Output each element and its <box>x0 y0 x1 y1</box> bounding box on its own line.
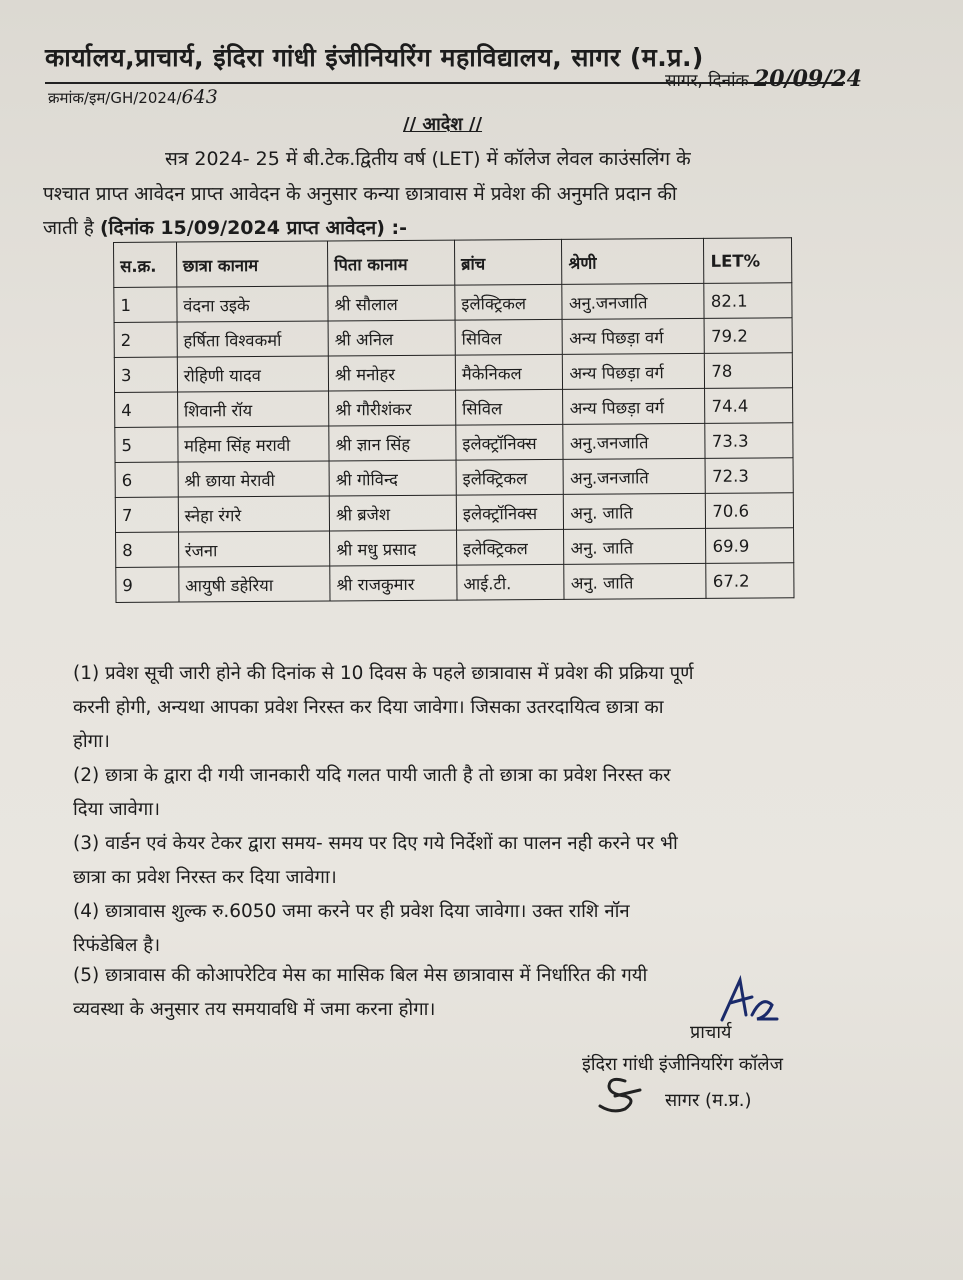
handwritten-initial-icon <box>595 1076 645 1125</box>
cell-father-name: श्री राजकुमार <box>330 565 457 601</box>
condition-1-line-2: करनी होगी, अन्यथा आपका प्रवेश निरस्त कर दिया जावेगा। जिसका उतरदायित्व छात्रा का <box>73 697 664 718</box>
cell-category: अन्य पिछड़ा वर्ग <box>563 388 705 424</box>
cell-father-name: श्री गोविन्द <box>329 460 456 496</box>
table-row <box>115 458 793 498</box>
issue-date <box>665 66 862 92</box>
cell-serial: 1 <box>114 287 177 322</box>
table-header-row <box>114 238 792 288</box>
cell-branch: इलेक्ट्रिकल <box>456 459 564 495</box>
header-branch: ब्रांच <box>454 239 562 285</box>
cell-father-name: श्री ज्ञान सिंह <box>329 425 456 461</box>
cell-category: अनु.जनजाति <box>562 283 704 319</box>
reference-number <box>48 86 218 108</box>
intro-line-2: पश्चात प्राप्त आवेदन प्राप्त आवेदन के अनुसार कन्या छात्रावास में प्रवेश की अनुमति प्रदान की <box>43 183 677 205</box>
cell-student-name: वंदना उइके <box>177 286 329 322</box>
cell-serial: 6 <box>115 462 178 497</box>
table-row <box>115 493 793 533</box>
cell-category: अन्य पिछड़ा वर्ग <box>563 318 705 354</box>
condition-2-line-2: दिया जावेगा। <box>73 799 161 820</box>
cell-let-percent: 78 <box>705 353 793 389</box>
table-row <box>114 318 792 358</box>
cell-serial: 3 <box>114 357 177 392</box>
condition-5-line-1: (5) छात्रावास की कोआपरेटिव मेस का मासिक बिल मेस छात्रावास में निर्धारित की गयी <box>73 965 648 986</box>
cell-student-name: रंजना <box>178 531 330 567</box>
condition-4-line-2: रिफंडेबिल है। <box>73 935 161 956</box>
cell-category: अनु. जाति <box>564 493 706 529</box>
cell-serial: 5 <box>115 427 178 462</box>
header-father-name: पिता कानाम <box>328 240 455 286</box>
condition-3-line-1: (3) वार्डन एवं केयर टेकर द्वारा समय- समय पर दिए गये निर्देशों का पालन नही करने पर भी <box>73 833 678 854</box>
cell-serial: 7 <box>115 497 178 532</box>
condition-1-line-3: होगा। <box>73 731 110 752</box>
signatory-place: सागर (म.प्र.) <box>665 1090 752 1111</box>
office-header: कार्यालय,प्राचार्य, इंदिरा गांधी इंजीनियरिंग महाविद्यालय, सागर (म.प्र.) <box>45 43 704 72</box>
cell-father-name: श्री सौलाल <box>328 285 455 321</box>
cell-serial: 8 <box>116 532 179 567</box>
cell-let-percent: 82.1 <box>704 283 792 319</box>
cell-let-percent: 74.4 <box>705 388 793 424</box>
table-row <box>115 423 793 463</box>
table-row <box>114 353 792 393</box>
table-row <box>115 388 793 428</box>
application-date-note: (दिनांक 15/09/2024 प्राप्त आवेदन) :- <box>99 217 408 239</box>
cell-student-name: स्नेहा रंगरे <box>178 496 330 532</box>
cell-father-name: श्री मधु प्रसाद <box>330 530 457 566</box>
cell-category: अनु.जनजाति <box>564 458 706 494</box>
cell-category: अनु. जाति <box>564 528 706 564</box>
signatory-designation: प्राचार्य <box>690 1022 732 1043</box>
cell-branch: इलेक्ट्रिकल <box>455 284 563 320</box>
cell-branch: इलेक्ट्रॉनिक्स <box>456 494 564 530</box>
cell-student-name: रोहिणी यादव <box>177 356 329 392</box>
cell-branch: मैकेनिकल <box>455 354 563 390</box>
condition-3-line-2: छात्रा का प्रवेश निरस्त कर दिया जावेगा। <box>73 867 337 888</box>
cell-student-name: शिवानी रॉय <box>177 391 329 427</box>
condition-5-line-2: व्यवस्था के अनुसार तय समयावधि में जमा करना होगा। <box>73 999 436 1020</box>
cell-student-name: श्री छाया मेरावी <box>178 461 330 497</box>
cell-father-name: श्री ब्रजेश <box>329 495 456 531</box>
date-prefix: सागर, दिनांक <box>665 71 749 91</box>
condition-4-line-1: (4) छात्रावास शुल्क रु.6050 जमा करने पर ही प्रवेश दिया जावेगा। उक्त राशि नॉन <box>73 901 630 922</box>
header-serial: स.क्र. <box>114 242 177 287</box>
cell-father-name: श्री अनिल <box>328 320 455 356</box>
cell-let-percent: 70.6 <box>706 493 794 529</box>
cell-let-percent: 72.3 <box>705 458 793 494</box>
cell-let-percent: 73.3 <box>705 423 793 459</box>
condition-1-line-1: (1) प्रवेश सूची जारी होने की दिनांक से 10 दिवस के पहले छात्रावास में प्रवेश की प्रक्रिया पूर्ण <box>73 663 694 684</box>
reference-handwritten-number: 643 <box>181 86 218 108</box>
condition-2-line-1: (2) छात्रा के द्वारा दी गयी जानकारी यदि गलत पायी जाती है तो छात्रा का प्रवेश निरस्त कर <box>73 765 671 786</box>
signatory-college: इंदिरा गांधी इंजीनियरिंग कॉलेज <box>582 1054 783 1075</box>
header-student-name: छात्रा कानाम <box>176 241 328 287</box>
cell-serial: 2 <box>114 322 177 357</box>
cell-category: अनु.जनजाति <box>563 423 705 459</box>
header-let-percent: LET% <box>704 238 792 284</box>
cell-category: अनु. जाति <box>564 563 706 599</box>
reference-prefix: क्रमांक/इम/GH/2024/ <box>48 89 182 107</box>
cell-student-name: आयुषी डहेरिया <box>178 566 330 602</box>
cell-serial: 9 <box>116 567 179 602</box>
intro-line-3 <box>43 214 407 240</box>
admission-table <box>113 237 795 603</box>
date-handwritten-value: 20/09/24 <box>753 66 862 92</box>
cell-branch: सिविल <box>455 389 563 425</box>
header-category: श्रेणी <box>562 238 704 284</box>
cell-student-name: हर्षिता विश्वकर्मा <box>177 321 329 357</box>
intro-line-3-text: जाती है <box>43 217 94 239</box>
cell-let-percent: 67.2 <box>706 563 794 599</box>
intro-line-1: सत्र 2024- 25 में बी.टेक.द्वितीय वर्ष (LET) में कॉलेज लेवल काउंसलिंग के <box>165 148 691 170</box>
cell-branch: आई.टी. <box>457 564 565 600</box>
table-row <box>116 528 794 568</box>
table-row <box>114 283 792 323</box>
cell-let-percent: 79.2 <box>705 318 793 354</box>
cell-category: अन्य पिछड़ा वर्ग <box>563 353 705 389</box>
cell-father-name: श्री मनोहर <box>328 355 455 391</box>
cell-student-name: महिमा सिंह मरावी <box>178 426 330 462</box>
cell-branch: इलेक्ट्रॉनिक्स <box>456 424 564 460</box>
cell-serial: 4 <box>115 392 178 427</box>
cell-father-name: श्री गौरीशंकर <box>329 390 456 426</box>
order-title: // आदेश // <box>403 114 483 135</box>
cell-branch: इलेक्ट्रिकल <box>456 529 564 565</box>
table-row <box>116 563 794 603</box>
cell-let-percent: 69.9 <box>706 528 794 564</box>
cell-branch: सिविल <box>455 319 563 355</box>
